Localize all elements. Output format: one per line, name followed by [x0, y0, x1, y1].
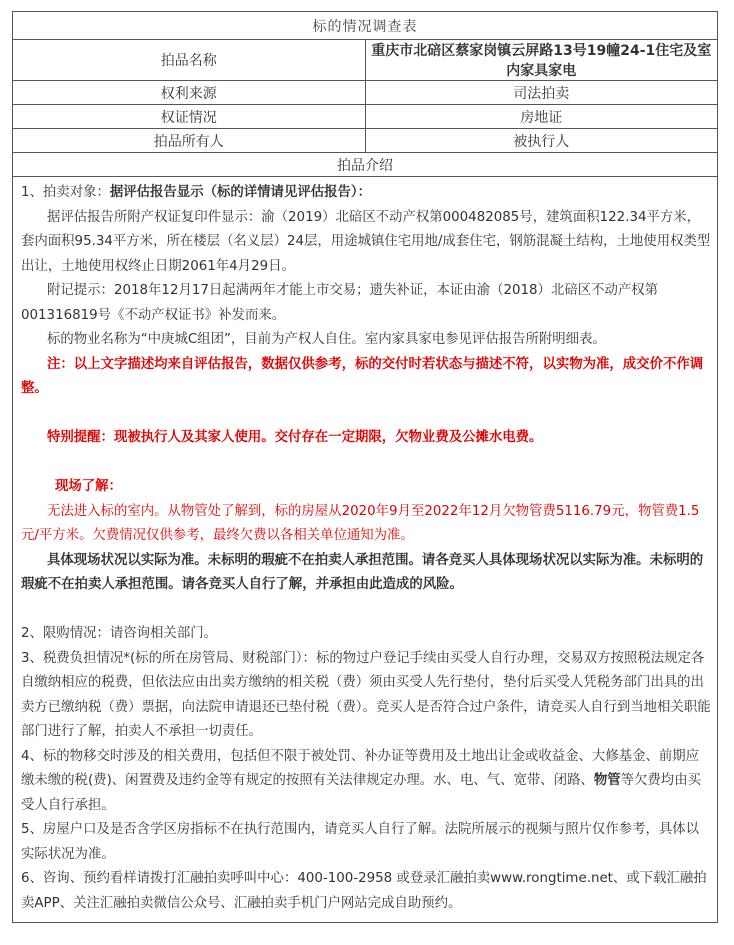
spacer: [21, 598, 711, 623]
item-household: 5、房屋户口及是否含学区房指标不在执行范围内，请竞买人自行了解。法院所展示的视频与照片仅作参考，具体以实际状况为准。: [21, 822, 700, 862]
site-note: 具体现场状况以实际为准。未标明的瑕疵不在拍卖人承担范围。请各竞买人具体现场状况以实际为准。未标明的瑕疵不在拍卖人承担范围。请各竞买人自行了解，并承担由此造成的风险。: [21, 552, 704, 592]
section1-heading-text: 据评估报告显示（标的详情请见评估报告）：: [109, 185, 371, 200]
item-fees-c: 等欠费均由买受人自行承担。: [21, 773, 701, 813]
property-paragraph: 标的物业名称为“中庚城C组团”，目前为产权人自住。室内家具家电参见评估报告所附明细表。: [47, 332, 606, 347]
site-text: 无法进入标的室内。从物管处了解到，标的房屋从2020年9月至2022年12月欠物管费5116.79元，物管费1.5元/平方米。欠费情况仅供参考，最终欠费以各相关单位通知为准。: [21, 503, 700, 543]
auction-survey-table: [12, 11, 718, 923]
value-item-name: 重庆市北碚区蔡家岗镇云屏路13号19幢24-1住宅及室内家具家电: [365, 40, 718, 81]
item-fees: [21, 745, 711, 819]
item-purchase-limit: 2、限购情况：请咨询相关部门。: [21, 626, 217, 641]
note-paragraph: 附记提示：2018年12月17日起满两年才能上市交易；遗失补证，本证由渝（2018）北碚区不动产权第001316819号《不动产权证书》补发而来。: [21, 283, 659, 323]
label-certificate: 权证情况: [13, 105, 366, 129]
special-reminder: 特别提醒：现被执行人及其家人使用。交付存在一定期限，欠物业费及公摊水电费。: [47, 430, 543, 445]
label-owner: 拍品所有人: [13, 129, 366, 153]
item-tax: 3、税费负担情况*(标的所在房管局、财税部门）：标的物过户登记手续由买受人自行办理，交易双方按照税法规定各自缴纳相应的税费，但依法应由出卖方缴纳的相关税（费）须由买受人先行垫付，垫付后买受人凭税务部门出具的出卖方已缴纳税（费）票据，向法院申请退还已垫付税（费）。竞买人是否符合过户条件，请竞买人自行到当地相关职能部门进行了解，拍卖人不承担一切责任。: [21, 650, 711, 739]
label-item-name: 拍品名称: [13, 40, 366, 81]
item-fees-b: 物管: [593, 773, 621, 788]
spacer: [21, 402, 711, 427]
value-certificate: 房地证: [365, 105, 718, 129]
table-title: 标的情况调查表: [13, 12, 718, 40]
value-owner: 被执行人: [365, 129, 718, 153]
item-contact: 6、咨询、预约看样请拨打汇融拍卖呼叫中心：400-100-2958 或登录汇融拍卖www.rongtime.net、或下载汇融拍卖APP、关注汇融拍卖微信公众号、汇融拍卖手机门户网站完成自助预约。: [21, 871, 707, 911]
item-fees-a: 4、标的物移交时涉及的相关费用，包括但不限于被处罚、补办证等费用及土地出让金或收益金、大修基金、前期应缴未缴的税(费)、闲置费及违约金等有规定的按照有关法律规定办理。水、电、气、宽带、闭路、: [21, 748, 700, 788]
spacer: [21, 451, 711, 476]
label-right-source: 权利来源: [13, 81, 366, 105]
disclaimer-note: 注：以上文字描述均来自评估报告，数据仅供参考，标的交付时若状态与描述不符，以实物为准，成交价不作调整。: [21, 356, 704, 396]
section1-heading: [21, 181, 711, 206]
value-right-source: 司法拍卖: [365, 81, 718, 105]
section1-prefix: 1、拍卖对象：: [21, 185, 110, 200]
appraisal-paragraph: 据评估报告所附产权证复印件显示：渝（2019）北碚区不动产权第000482085号，建筑面积122.34平方米，套内面积95.34平方米，所在楼层（名义层）24层，用途城镇住宅用地/成套住宅，钢筋混凝土结构，土地使用权类型出让，土地使用权终止日期2061年4月29日。: [21, 209, 711, 274]
site-heading: 现场了解：: [55, 479, 122, 494]
intro-body: [13, 177, 718, 923]
intro-header: 拍品介绍: [13, 153, 718, 177]
